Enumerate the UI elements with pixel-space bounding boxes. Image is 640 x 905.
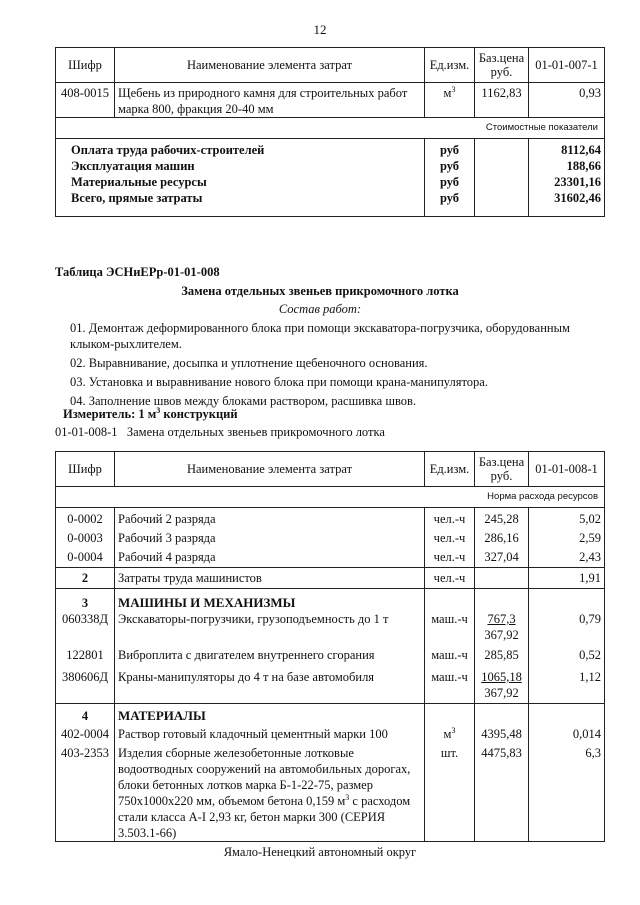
- meter: Измеритель: 1 $м^3$ конструкций: [63, 405, 238, 421]
- materials-header-row: 4 МАТЕРИАЛЫ: [56, 704, 605, 727]
- header-code: Шифр: [56, 48, 115, 83]
- page-number: 12: [313, 22, 327, 37]
- table-row: 0-0004 Рабочий 4 разряда чел.-ч 327,04 2,43: [56, 546, 605, 568]
- table-header: [56, 48, 605, 83]
- work-item: 01. Демонтаж деформированного блока при помощи экскаватора-погрузчика, оборудованным клыком-рыхлителем.: [70, 321, 570, 351]
- work-item: 04. Заполнение швов между блоками раствором, расшивка швов.: [70, 394, 417, 408]
- table-row: [56, 83, 605, 118]
- table-row: 0-0002 Рабочий 2 разряда чел.-ч 245,28 5,02: [56, 508, 605, 528]
- footer-region: Ямало-Ненецкий автономный округ: [223, 845, 417, 859]
- header-norm: 01-01-007-1: [529, 48, 605, 83]
- header-unit: Ед.изм.: [425, 48, 475, 83]
- item-code: 01-01-008-1: [55, 425, 118, 439]
- work-list: [70, 320, 605, 409]
- work-item: 03. Установка и выравнивание нового блока при помощи крана-манипулятора.: [70, 375, 488, 389]
- item-heading: [55, 425, 385, 440]
- section-label-row: [56, 118, 605, 139]
- cost-row: Оплата труда рабочих-строителей руб 8112,64: [56, 139, 605, 159]
- row-value: 0,93: [529, 83, 605, 118]
- table-row: 403-2353 Изделия сборные железобетонные лотковые водоотводных сооружений на автомобильных дорогах, блоки бетонных лотков марка Б-1-22-75, размер 750х1000х220 мм, объемом бетона 0,159 $м^3$ с расходом стали класса А-I 2,93 кг, бетон марки 300 (СЕРИЯ 3.503.1-66) шт. 4475,83 6,3: [56, 745, 605, 842]
- table-row: 060338Д Экскаваторы-погрузчики, грузоподъемность до 1 т маш.-ч 767,3 367,92 0,79: [56, 611, 605, 643]
- work-item: 02. Выравнивание, досыпка и уплотнение щебеночного основания.: [70, 356, 428, 370]
- table-row: 122801 Виброплита с двигателем внутреннего сгорания маш.-ч 285,85 0,52: [56, 643, 605, 663]
- machinist-row: 2 Затраты труда машинистов чел.-ч 1,91: [56, 568, 605, 589]
- header-unit: Ед.изм.: [425, 452, 475, 487]
- header-name: Наименование элемента затрат: [115, 452, 425, 487]
- table-row: 0-0003 Рабочий 3 разряда чел.-ч 286,16 2,59: [56, 527, 605, 546]
- header-code: Шифр: [56, 452, 115, 487]
- cost-row-total: Всего, прямые затраты руб 31602,46: [56, 190, 605, 217]
- cost-row: Эксплуатация машин руб 188,66: [56, 158, 605, 174]
- section-label: Стоимостные показатели: [56, 118, 605, 139]
- row-code: 408-0015: [56, 83, 115, 118]
- item-name: Замена отдельных звеньев прикромочного лотка: [126, 425, 385, 439]
- machines-header-row: 3 МАШИНЫ И МЕХАНИЗМЫ: [56, 589, 605, 612]
- row-price: 1162,83: [475, 83, 529, 118]
- header-price: Баз.цена руб.: [475, 452, 529, 487]
- section-label: Норма расхода ресурсов: [56, 487, 605, 508]
- table-row: 380606Д Краны-манипуляторы до 4 т на базе автомобиля маш.-ч 1065,18 367,92 1,12: [56, 663, 605, 704]
- cost-table-01-01-007: [55, 47, 605, 217]
- row-unit: $м^3$: [425, 83, 475, 118]
- header-price: Баз.цена руб.: [475, 48, 529, 83]
- table-row: 402-0004 Раствор готовый кладочный цементный марки 100 $м^3$ 4395,48 0,014: [56, 726, 605, 745]
- cost-row: Материальные ресурсы руб 23301,16: [56, 174, 605, 190]
- table-id: Таблица ЭСНиЕРр-01-01-008: [55, 265, 220, 279]
- section-label-row: [56, 487, 605, 508]
- header-name: Наименование элемента затрат: [115, 48, 425, 83]
- table-header: [56, 452, 605, 487]
- header-norm: 01-01-008-1: [529, 452, 605, 487]
- work-heading: Состав работ:: [278, 302, 362, 316]
- section-title: Замена отдельных звеньев прикромочного лотка: [181, 284, 459, 298]
- row-name: Щебень из природного камня для строительных работ марка 800, фракция 20-40 мм: [115, 83, 425, 118]
- resource-table-01-01-008: [55, 451, 605, 842]
